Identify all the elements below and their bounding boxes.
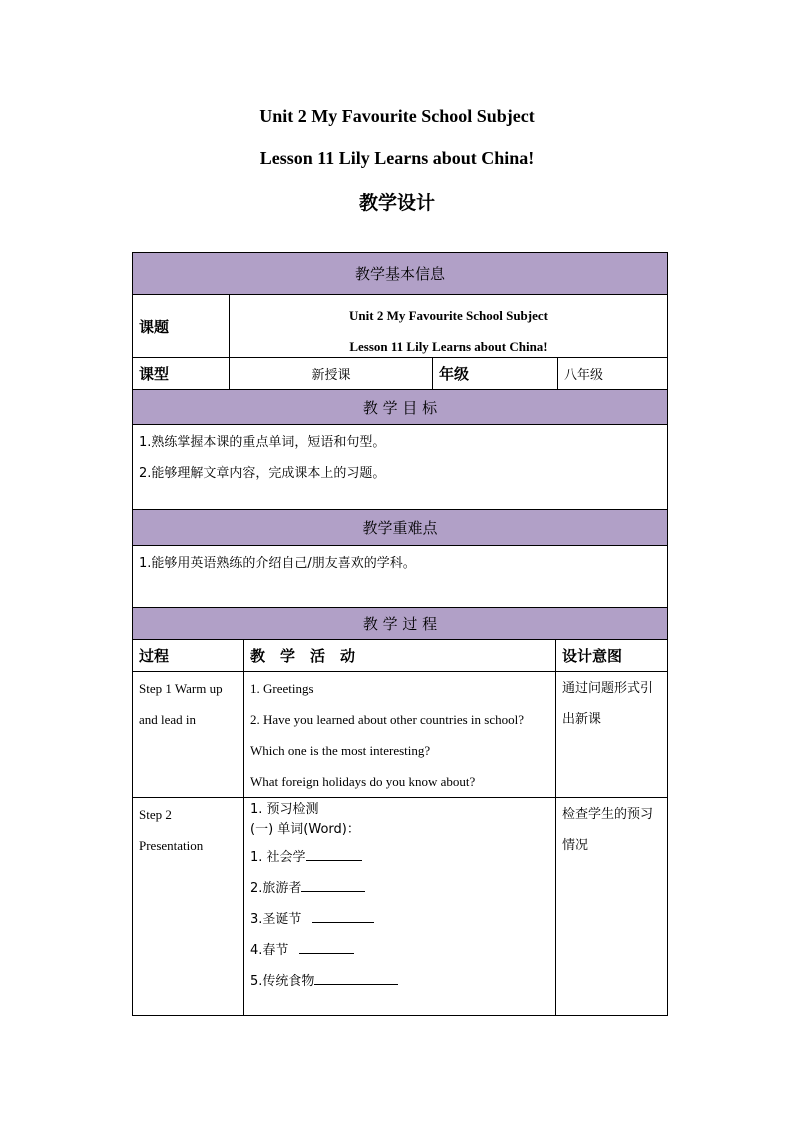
- process-header: [133, 607, 667, 639]
- vocab-line: [250, 873, 555, 904]
- answer-blank[interactable]: [301, 877, 365, 892]
- vocab-line: [250, 966, 555, 997]
- vocab-prompt: 4.春节: [250, 943, 293, 958]
- vocab-line: [250, 935, 555, 966]
- col-intent-header: 设计意图: [555, 640, 667, 671]
- key-points-header: [133, 509, 667, 545]
- step-name-line: and lead in: [139, 712, 197, 727]
- goals-content: [133, 425, 667, 509]
- type-label: 课型: [139, 365, 170, 383]
- basic-info-header: [133, 253, 667, 294]
- step-name-line: Step 2: [139, 807, 172, 822]
- goal-item: 2.能够理解文章内容，完成课本上的习题。: [139, 466, 386, 481]
- goals-row: [133, 424, 667, 509]
- key-points-content: [133, 546, 667, 607]
- step-intent: [555, 798, 667, 1015]
- step-activities: [243, 672, 555, 797]
- answer-blank[interactable]: [314, 970, 398, 985]
- step-name: [133, 672, 243, 797]
- step-row: [133, 671, 667, 797]
- vocab-prompt: 5.传统食物: [250, 974, 315, 989]
- topic-row: [133, 294, 667, 357]
- vocab-prompt: 1. 社会学: [250, 850, 306, 865]
- grade-value: 八年级: [557, 358, 667, 389]
- key-points-header-text: 教学重难点: [362, 519, 438, 537]
- intent-line: 情况: [562, 838, 589, 853]
- intent-line: 出新课: [562, 712, 602, 727]
- activity-line: Which one is the most interesting?: [250, 743, 431, 758]
- goals-header: [133, 389, 667, 424]
- goal-item: 1.熟练掌握本课的重点单词，短语和句型。: [139, 435, 386, 450]
- key-points-row: [133, 545, 667, 607]
- step-activities: [243, 798, 555, 1015]
- activity-line: 2. Have you learned about other countries in school?: [250, 712, 524, 727]
- key-point-item: 1.能够用英语熟练的介绍自己/朋友喜欢的学科。: [139, 556, 416, 571]
- col-activity-header: 教 学 活 动: [243, 640, 555, 671]
- activity-line: 1. Greetings: [250, 681, 314, 696]
- vocab-prompt: 3.圣诞节: [250, 912, 306, 927]
- goals-header-text: 教 学 目 标: [362, 398, 438, 417]
- activity-line: What foreign holidays do you know about?: [250, 774, 476, 789]
- topic-label: 课题: [139, 317, 170, 336]
- activity-title: 1. 预习检测: [250, 802, 319, 817]
- col-process-header: 过程: [139, 647, 170, 665]
- step-name-line: Presentation: [139, 838, 204, 853]
- intent-line: 检查学生的预习: [562, 807, 654, 822]
- lesson-plan-table: [132, 252, 668, 1016]
- answer-blank[interactable]: [299, 939, 354, 954]
- process-header-text: 教 学 过 程: [362, 615, 438, 633]
- process-columns-row: [133, 639, 667, 671]
- intent-line: 通过问题形式引: [562, 681, 654, 696]
- vocab-prompt: 2.旅游者: [250, 881, 302, 896]
- type-value: 新授课: [229, 358, 432, 389]
- topic-line-unit: Unit 2 My Favourite School Subject: [349, 308, 548, 323]
- activity-subtitle: (一) 单词(Word)：: [250, 822, 360, 837]
- basic-info-header-text: 教学基本信息: [354, 265, 445, 283]
- topic-line-lesson: Lesson 11 Lily Learns about China!: [349, 339, 548, 354]
- vocab-line: [250, 842, 555, 873]
- grade-label: 年级: [432, 358, 557, 389]
- topic-value: [229, 295, 667, 357]
- type-grade-row: [133, 357, 667, 389]
- lesson-title: Lesson 11 Lily Learns about China!: [259, 148, 535, 168]
- step-name: [133, 798, 243, 1015]
- step-row: [133, 797, 667, 1015]
- answer-blank[interactable]: [312, 908, 374, 923]
- step-name-line: Step 1 Warm up: [139, 681, 223, 696]
- document-type-title: 教学设计: [358, 192, 435, 214]
- answer-blank[interactable]: [306, 846, 362, 861]
- step-intent: [555, 672, 667, 797]
- vocab-line: [250, 904, 555, 935]
- unit-title: Unit 2 My Favourite School Subject: [259, 106, 535, 126]
